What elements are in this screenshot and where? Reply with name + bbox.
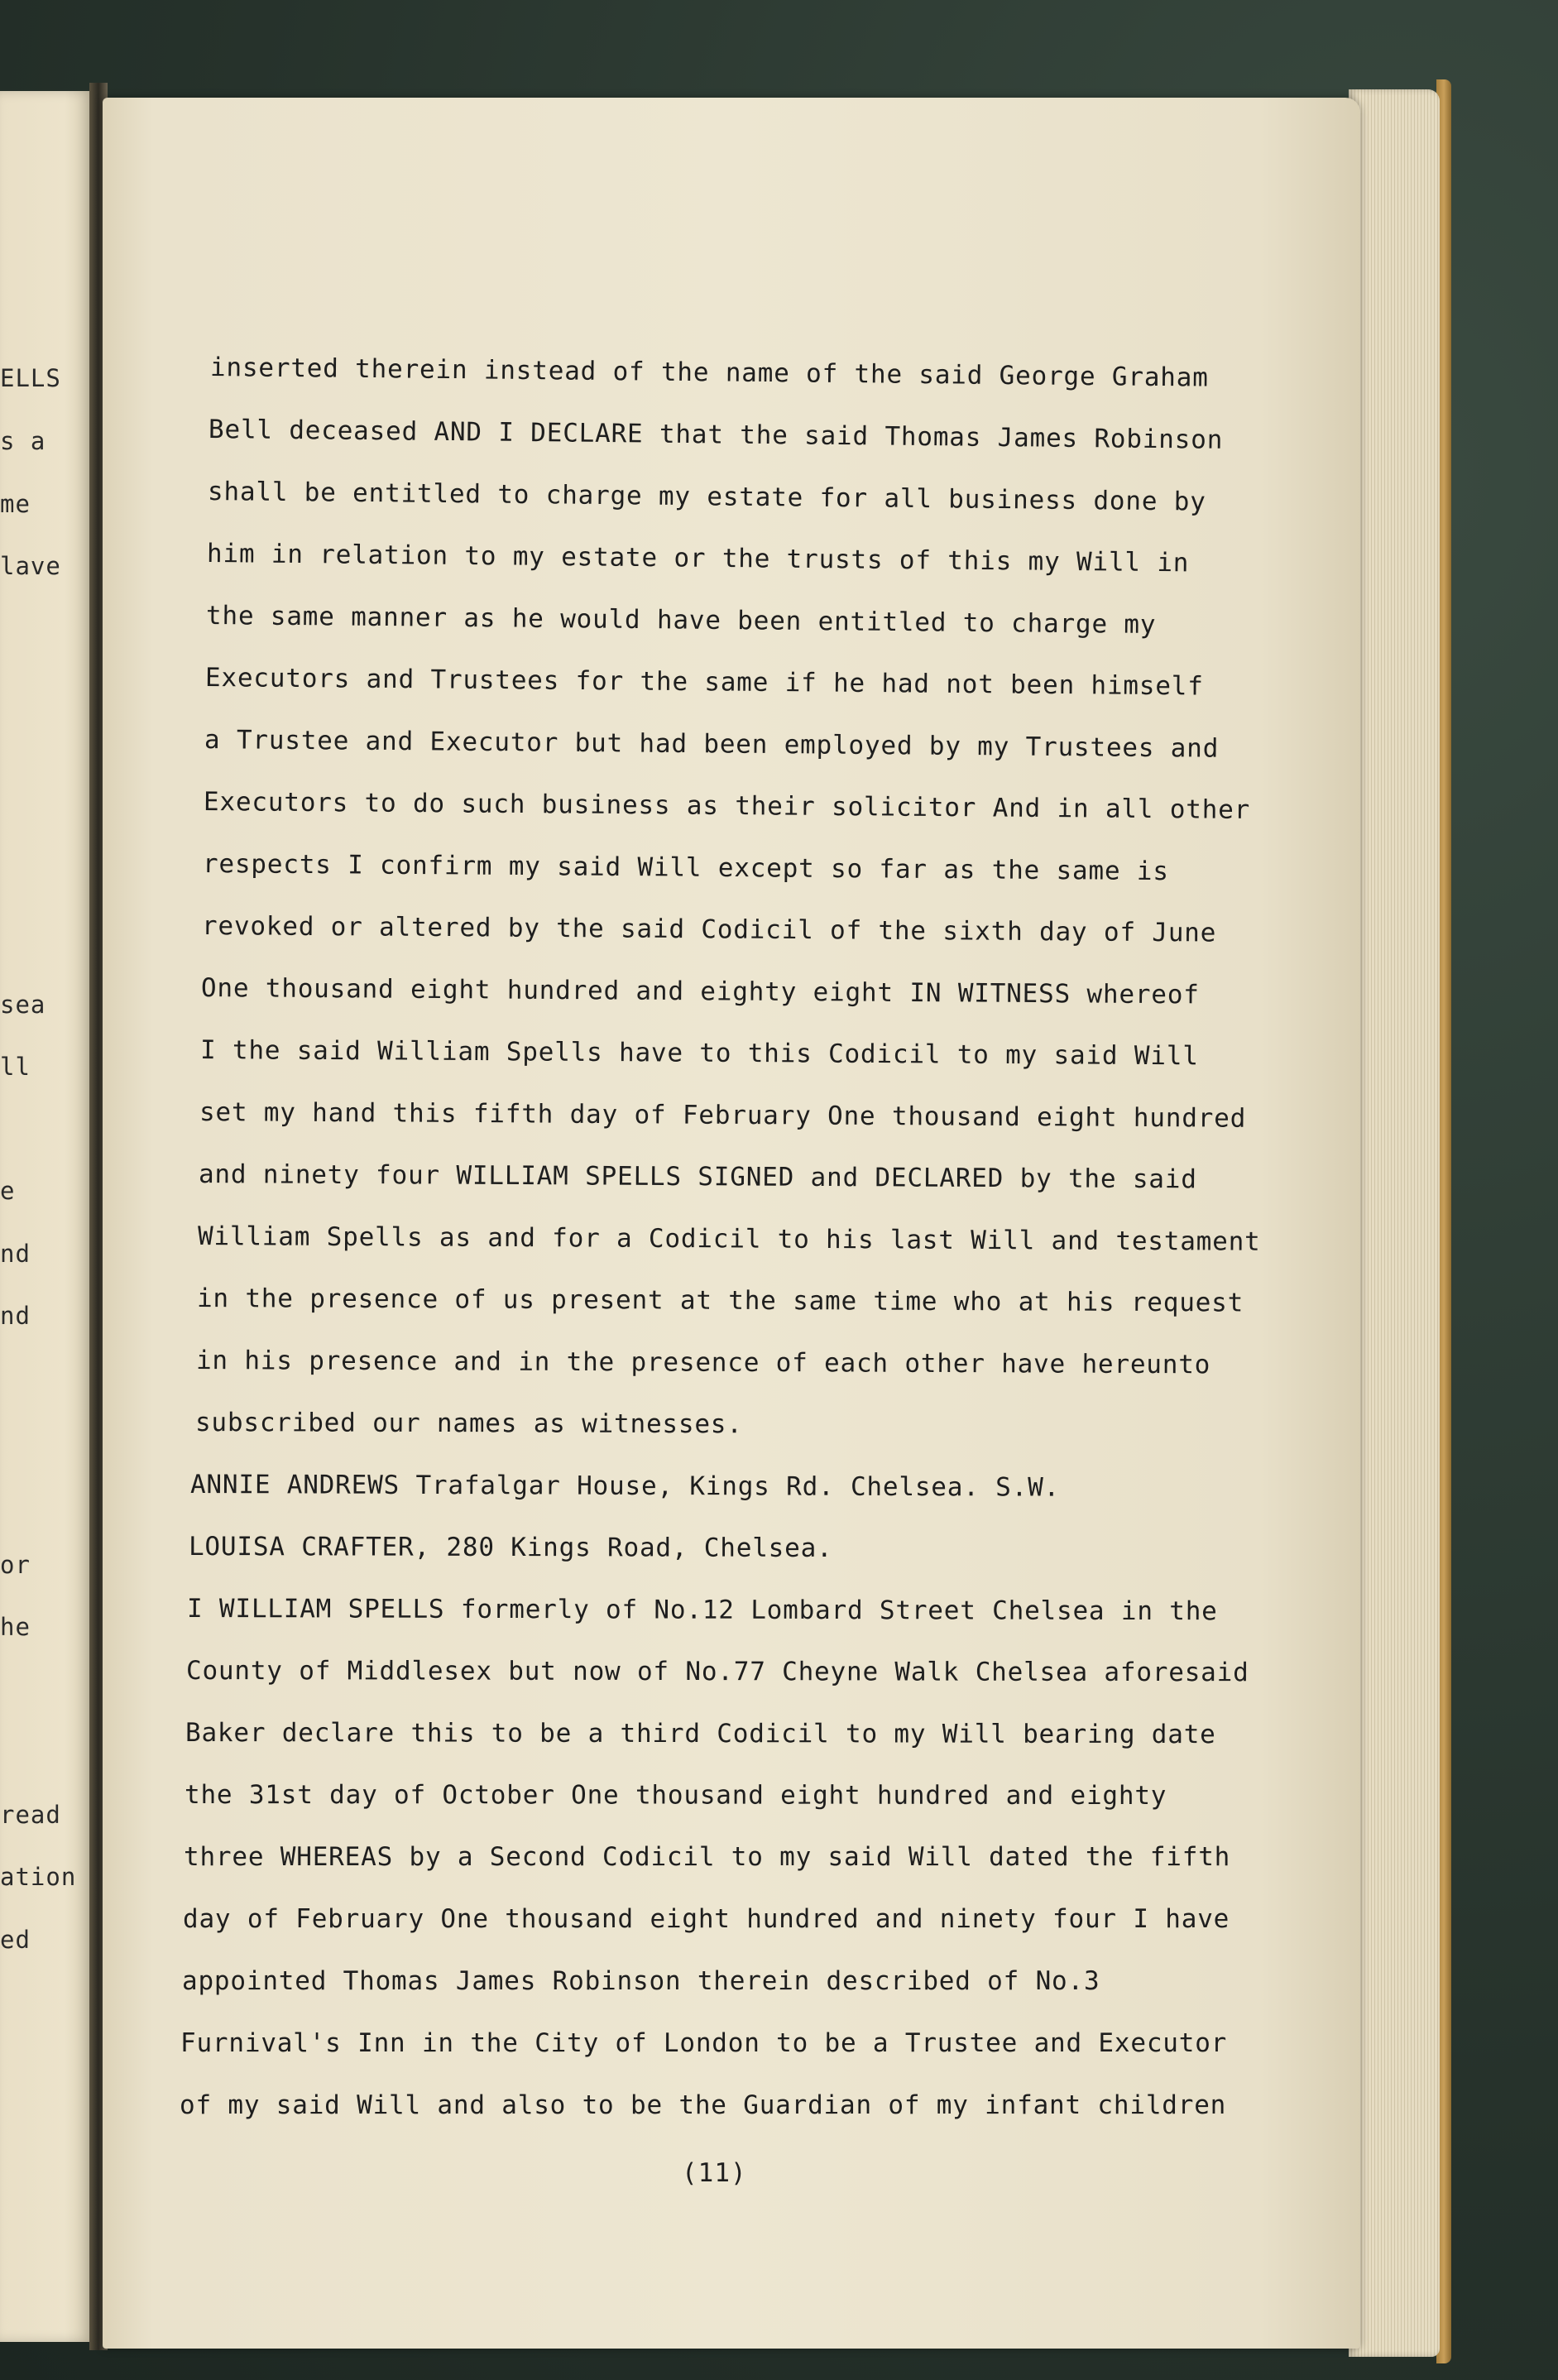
previous-page-fragment: ed <box>0 1926 31 1954</box>
text-line: a Trustee and Executor but had been employed by my Trustees and <box>204 725 1220 764</box>
text-line: shall be entitled to charge my estate for all business done by <box>207 477 1206 517</box>
previous-page-fragment: sea <box>0 991 46 1019</box>
previous-page-fragment: lave <box>0 552 61 580</box>
previous-page-fragment: me <box>0 490 31 518</box>
text-line: day of February One thousand eight hundred and ninety four I have <box>183 1904 1230 1934</box>
text-line: subscribed our names as witnesses. <box>194 1408 743 1440</box>
page-number: (11) <box>682 2158 747 2188</box>
text-line: I WILLIAM SPELLS formerly of No.12 Lombard Street Chelsea in the <box>186 1594 1218 1627</box>
witness-line: ANNIE ANDREWS Trafalgar House, Kings Rd. Chelsea. S.W. <box>189 1470 1061 1503</box>
previous-page-fragment: nd <box>0 1302 31 1330</box>
page-stack-edges <box>1349 89 1440 2357</box>
text-line: One thousand eight hundred and eighty eight IN WITNESS whereof <box>200 973 1200 1010</box>
text-line: Executors to do such business as their solicitor And in all other <box>203 787 1251 825</box>
previous-page-fragment: he <box>0 1613 31 1641</box>
previous-page-fragment: ation <box>0 1863 77 1891</box>
previous-page-fragment: read <box>0 1801 61 1829</box>
text-line: inserted therein instead of the name of the said George Graham <box>209 353 1209 393</box>
text-line: County of Middlesex but now of No.77 Cheyne Walk Chelsea aforesaid <box>185 1656 1249 1688</box>
previous-page-fragment: nd <box>0 1240 31 1268</box>
previous-page-fragment: ELLS <box>0 364 61 392</box>
previous-page-edge <box>0 91 93 2342</box>
text-line: respects I confirm my said Will except so far as the same is <box>202 849 1169 887</box>
text-line: the 31st day of October One thousand eight hundred and eighty <box>184 1780 1167 1811</box>
witness-line: LOUISA CRAFTER, 280 Kings Road, Chelsea. <box>188 1532 833 1564</box>
text-line: I the said William Spells have to this Codicil to my said Will <box>199 1035 1199 1072</box>
text-line: in his presence and in the presence of each other have hereunto <box>195 1346 1211 1380</box>
text-line: in the presence of us present at the same time who at his request <box>196 1284 1244 1318</box>
text-line: Executors and Trustees for the same if he had not been himself <box>204 663 1204 702</box>
previous-page-fragment: s a <box>0 427 46 455</box>
text-line: Furnival's Inn in the City of London to be a Trustee and Executor <box>180 2028 1228 2058</box>
text-line: Bell deceased AND I DECLARE that the said Thomas James Robinson <box>208 415 1224 455</box>
text-line: set my hand this fifth day of February One thousand eight hundred <box>199 1097 1247 1134</box>
previous-page-fragment: e <box>0 1177 16 1205</box>
text-line: of my said Will and also to be the Guardian of my infant children <box>180 2090 1227 2120</box>
text-line: the same manner as he would have been entitled to charge my <box>205 601 1157 641</box>
text-line: three WHEREAS by a Second Codicil to my said Will dated the fifth <box>184 1842 1231 1872</box>
text-line: Baker declare this to be a third Codicil to my Will bearing date <box>185 1718 1216 1750</box>
previous-page-fragment: ll <box>0 1053 31 1081</box>
text-line: him in relation to my estate or the trusts of this my Will in <box>206 539 1190 578</box>
previous-page-fragment: or <box>0 1551 31 1579</box>
text-line: and ninety four WILLIAM SPELLS SIGNED and DECLARED by the said <box>198 1159 1197 1195</box>
text-line: appointed Thomas James Robinson therein described of No.3 <box>182 1966 1100 1996</box>
text-line: revoked or altered by the said Codicil of the sixth day of June <box>201 911 1217 948</box>
text-line: William Spells as and for a Codicil to his last Will and testament <box>197 1221 1261 1257</box>
page-body-text <box>103 98 1360 2349</box>
document-page <box>103 98 1360 2349</box>
